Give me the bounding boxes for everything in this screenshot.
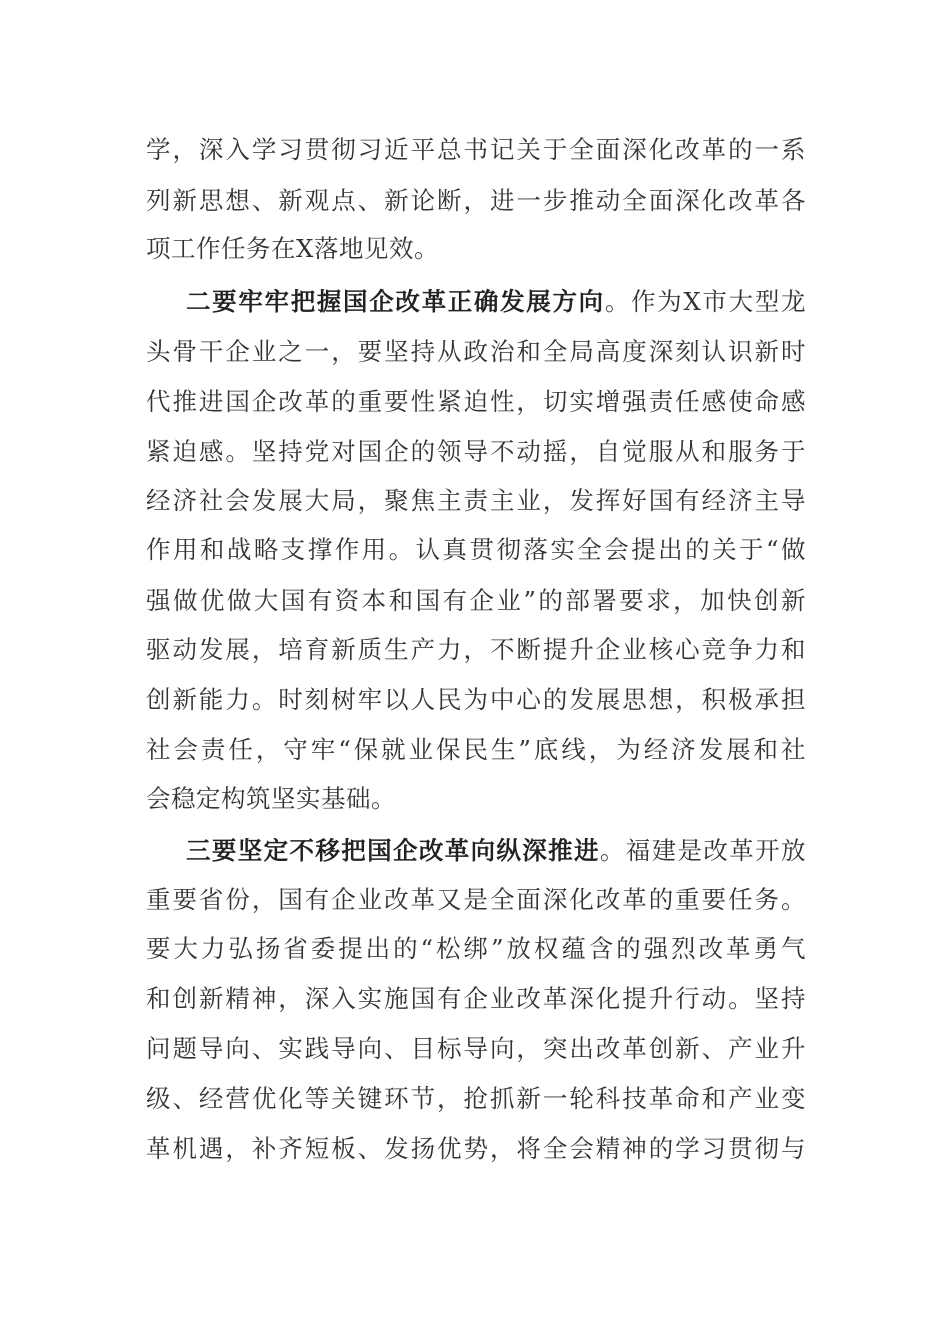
paragraph-2-line: 驱动发展，培育新质生产力，不断提升企业核心竞争力和 [146,635,806,664]
paragraph-3-line: 重要省份，国有企业改革又是全面深化改革的重要任务。 [146,885,806,914]
paragraph-3-line: 级、经营优化等关键环节，抢抓新一轮科技革命和产业变 [146,1084,806,1113]
paragraph-1-line-2: 列新思想、新观点、新论断，进一步推动全面深化改革各 [146,186,806,215]
paragraph-3-line: 问题导向、实践导向、目标导向，突出改革创新、产业升 [146,1034,806,1063]
paragraph-3-line: 和创新精神，深入实施国有企业改革深化提升行动。坚持 [146,984,806,1013]
paragraph-2-line: 作用和战略支撑作用。认真贯彻落实全会提出的关于“做 [146,535,806,564]
paragraph-3-first-line-rest: 。福建是改革开放 [599,836,807,865]
paragraph-3-first-line [186,831,806,871]
paragraph-3-heading: 三要坚定不移把国企改革向纵深推进 [186,836,600,865]
paragraph-1-line-1: 学，深入学习贯彻习近平总书记关于全面深化改革的一系 [146,135,806,164]
paragraph-1-line-3: 项工作任务在X落地见效。 [146,234,439,263]
paragraph-2-line: 强做优做大国有资本和国有企业”的部署要求，加快创新 [146,586,806,615]
paragraph-2-line: 紧迫感。坚持党对国企的领导不动摇，自觉服从和服务于 [146,437,806,466]
paragraph-2-line: 经济社会发展大局，聚焦主责主业，发挥好国有经济主导 [146,486,806,515]
paragraph-2-line: 会稳定构筑坚实基础。 [146,784,396,813]
paragraph-2-heading: 二要牢牢把握国企改革正确发展方向 [186,287,605,316]
paragraph-3-line: 要大力弘扬省委提出的“松绑”放权蕴含的强烈改革勇气 [146,934,806,963]
paragraph-3-line: 革机遇，补齐短板、发扬优势，将全会精神的学习贯彻与 [146,1134,806,1163]
paragraph-2-line: 头骨干企业之一，要坚持从政治和全局高度深刻认识新时 [146,337,806,366]
paragraph-2-line: 社会责任，守牢“保就业保民生”底线，为经济发展和社 [146,735,806,764]
paragraph-2-first-line-rest: 。作为X市大型龙 [604,287,807,316]
paragraph-2-first-line [186,282,806,322]
paragraph-2-line: 代推进国企改革的重要性紧迫性，切实增强责任感使命感 [146,387,806,416]
paragraph-2-line: 创新能力。时刻树牢以人民为中心的发展思想，积极承担 [146,685,806,714]
